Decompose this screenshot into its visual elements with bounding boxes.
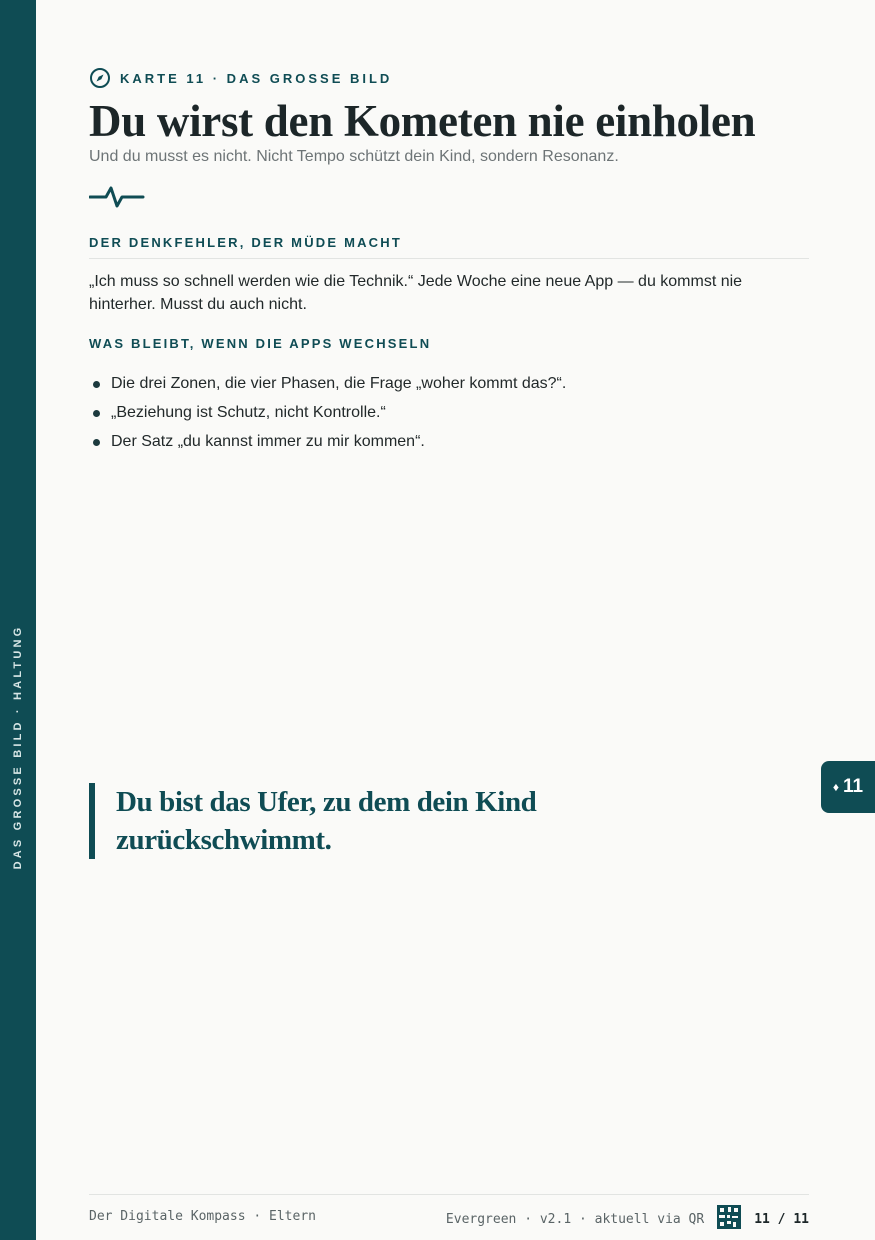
section-heading-was-bleibt: WAS BLEIBT, WENN DIE APPS WECHSELN — [89, 336, 432, 351]
card-number-tab[interactable] — [821, 761, 875, 813]
footer — [89, 1194, 809, 1235]
card-kicker — [89, 67, 392, 89]
diamond-icon: ♦ — [832, 780, 840, 794]
section-heading-denkfehler: DER DENKFEHLER, DER MÜDE MACHT — [89, 235, 809, 259]
card-number: 11 — [843, 776, 864, 797]
bullet-icon — [93, 410, 100, 417]
list-item-text: Die drei Zonen, die vier Phasen, die Frage „woher kommt das?“. — [111, 374, 567, 392]
list-item — [89, 398, 566, 427]
footer-brand: Der Digitale Kompass · Eltern — [89, 1209, 316, 1224]
qr-code-icon[interactable] — [717, 1205, 741, 1233]
heartbeat-icon — [89, 184, 145, 215]
list-item-text: „Beziehung ist Schutz, nicht Kontrolle.“ — [111, 403, 386, 421]
bullet-icon — [93, 381, 100, 388]
list-item — [89, 427, 566, 456]
bullet-icon — [93, 439, 100, 446]
side-strip — [0, 0, 36, 1240]
section-body-denkfehler: „Ich muss so schnell werden wie die Technik.“ Jede Woche eine neue App — du kommst nie hinterher. Musst du auch nicht. — [89, 273, 743, 313]
footer-meta — [446, 1205, 809, 1233]
footer-version: Evergreen · v2.1 · aktuell via QR — [445, 1211, 705, 1227]
page-title: Du wirst den Kometen nie einholen — [89, 96, 756, 146]
compass-icon — [89, 67, 111, 89]
bullet-list — [89, 369, 566, 456]
page-number: 11 / 11 — [754, 1211, 809, 1227]
list-item — [89, 369, 566, 398]
side-label: DAS GROSSE BILD · HALTUNG — [12, 624, 24, 870]
list-item-text: Der Satz „du kannst immer zu mir kommen“. — [111, 432, 425, 450]
pull-quote: Du bist das Ufer, zu dem dein Kind zurückschwimmt. — [89, 783, 676, 859]
page-subtitle: Und du musst es nicht. Nicht Tempo schützt dein Kind, sondern Resonanz. — [89, 148, 619, 165]
kicker-text: KARTE 11 · DAS GROSSE BILD — [120, 70, 393, 86]
